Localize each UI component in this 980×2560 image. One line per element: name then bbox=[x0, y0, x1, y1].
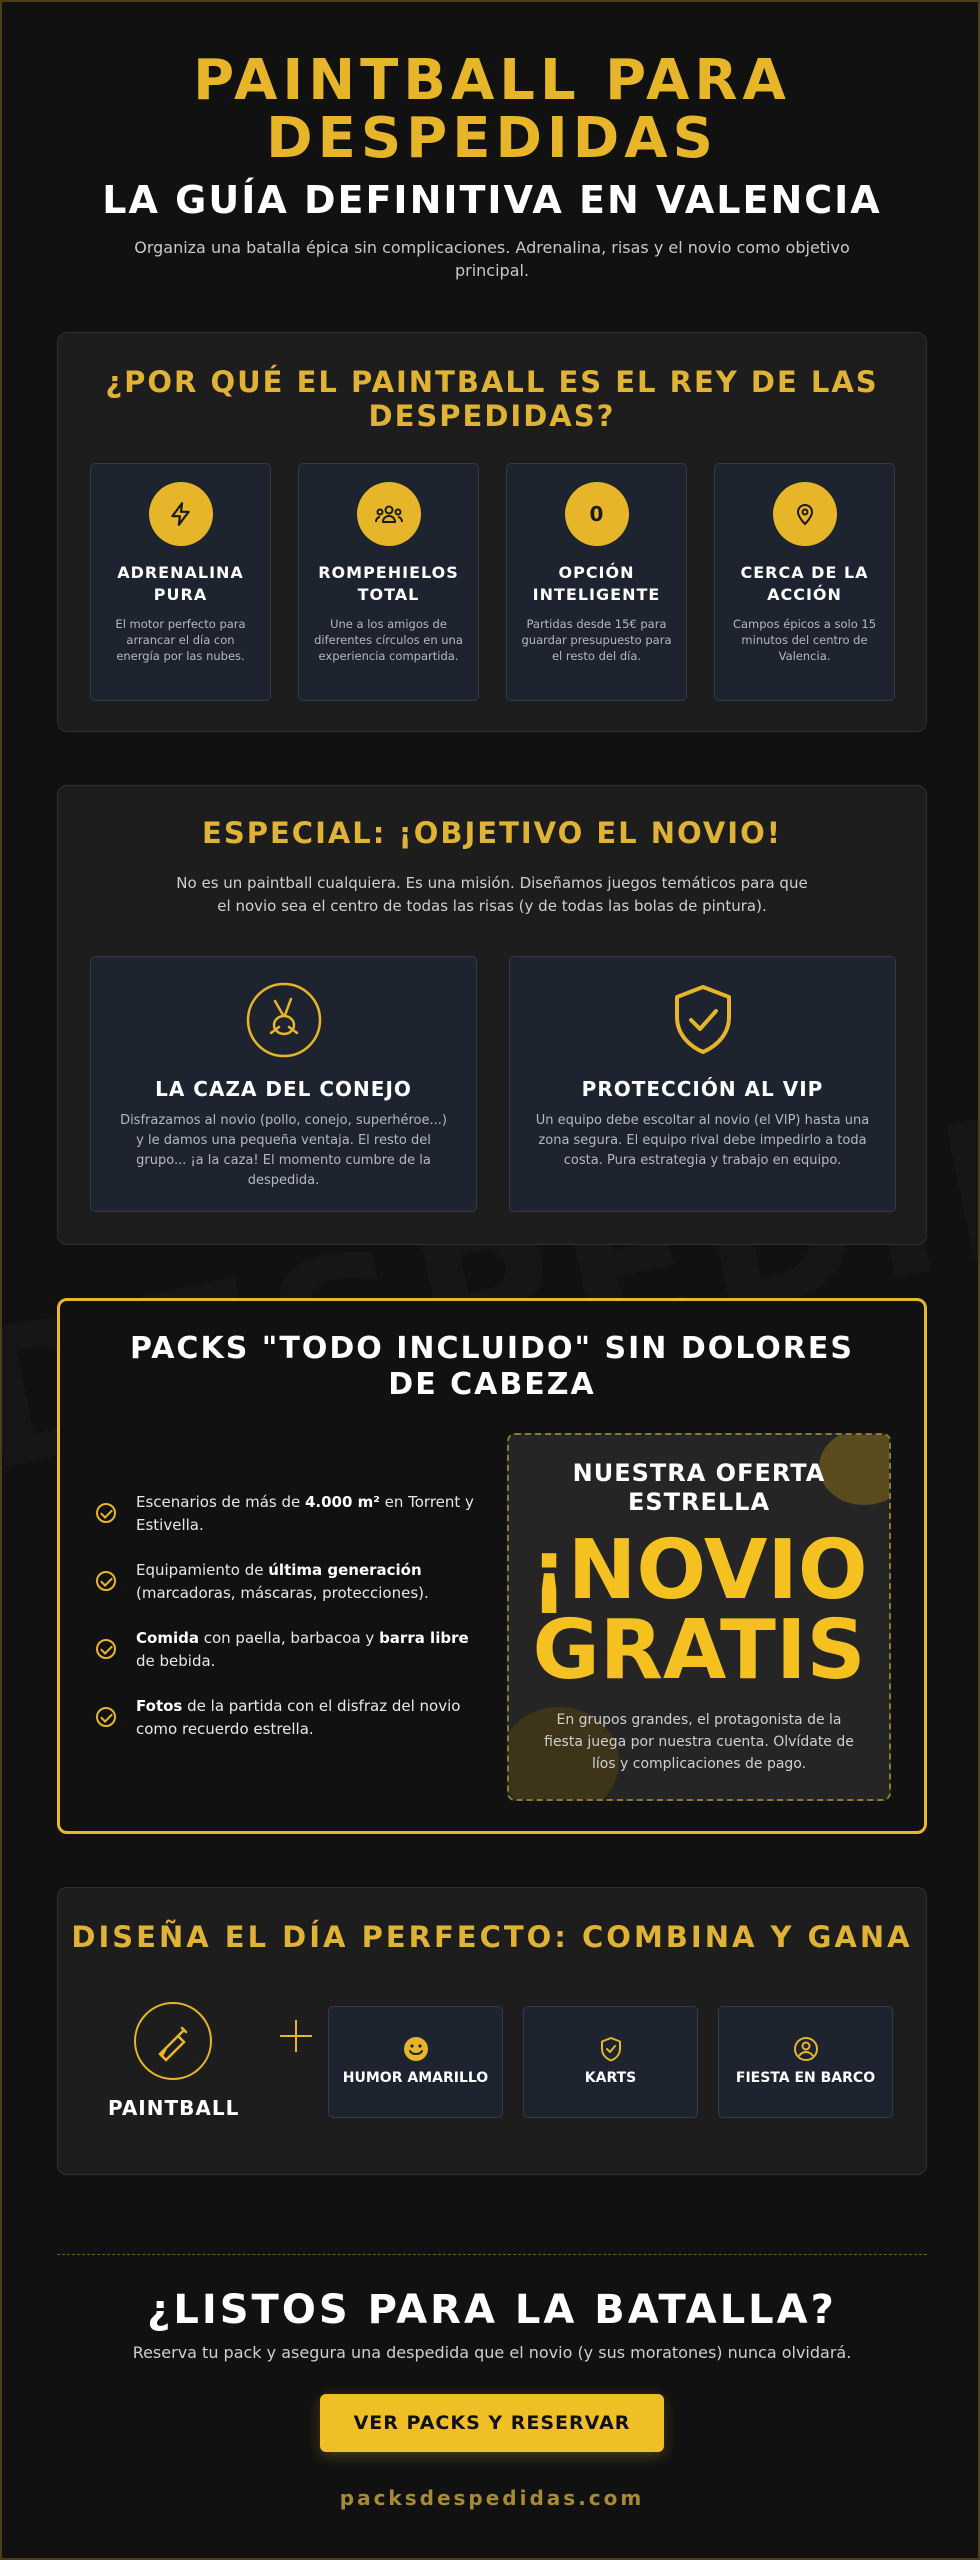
shield-check-icon bbox=[598, 2036, 624, 2062]
mission-card bbox=[90, 956, 477, 1212]
combo-section bbox=[57, 1887, 927, 2175]
mission-text: Disfrazamos al novio (pollo, conejo, superhéroe...) y le damos una pequeña ventaja. El resto del grupo... ¡a la caza! El momento cumbre de la despedida. bbox=[120, 1113, 447, 1188]
list-item: Fotos de la partida con el disfraz del novio como recuerdo estrella. bbox=[96, 1695, 486, 1741]
novio-title: ESPECIAL: ¡OBJETIVO EL NOVIO! bbox=[202, 816, 782, 850]
rabbit-target-icon bbox=[245, 981, 323, 1059]
mission-card bbox=[509, 956, 896, 1212]
feature-text: Une a los amigos de diferentes círculos en una experiencia compartida. bbox=[314, 617, 463, 663]
packs-title: PACKS "TODO INCLUIDO" SIN DOLORES DE CABEZA bbox=[129, 1331, 855, 1402]
why-title: ¿POR QUÉ EL PAINTBALL ES EL REY DE LAS DESPEDIDAS? bbox=[105, 365, 879, 433]
reserve-button[interactable]: VER PACKS Y RESERVAR bbox=[320, 2394, 664, 2452]
check-circle-icon bbox=[96, 1639, 116, 1659]
why-section bbox=[57, 332, 927, 732]
site-url[interactable]: packsdespedidas.com bbox=[339, 2486, 645, 2510]
check-circle-icon bbox=[96, 1571, 116, 1591]
feature-card bbox=[90, 463, 271, 701]
pack-list bbox=[96, 1491, 486, 1763]
hero-subtitle: LA GUÍA DEFINITIVA EN VALENCIA bbox=[102, 178, 882, 222]
feature-text: Campos épicos a solo 15 minutos del centro de Valencia. bbox=[732, 617, 877, 663]
lightning-icon bbox=[149, 482, 213, 546]
combo-title: DISEÑA EL DÍA PERFECTO: COMBINA Y GANA bbox=[71, 1920, 913, 1954]
combo-main-activity bbox=[108, 2002, 238, 2120]
feature-title: CERCA DE LA ACCIÓN bbox=[740, 563, 869, 604]
feature-card bbox=[506, 463, 687, 701]
offer-title: NUESTRA OFERTA ESTRELLA bbox=[572, 1459, 826, 1516]
list-item: Comida con paella, barbacoa y barra libre de bebida. bbox=[96, 1627, 486, 1673]
mission-title: PROTECCIÓN AL VIP bbox=[581, 1077, 824, 1101]
addon-humor-amarillo[interactable] bbox=[328, 2006, 503, 2118]
paintball-marker-icon bbox=[134, 2002, 212, 2080]
offer-headline: ¡NOVIO GRATIS bbox=[530, 1523, 868, 1698]
user-circle-icon bbox=[793, 2036, 819, 2062]
shield-check-icon bbox=[664, 981, 742, 1059]
smiley-icon bbox=[403, 2036, 429, 2062]
addon-karts[interactable] bbox=[523, 2006, 698, 2118]
offer-text: En grupos grandes, el protagonista de la fiesta juega por nuestra cuenta. Olvídate de líos y complicaciones de pago. bbox=[544, 1712, 854, 1772]
addon-label: HUMOR AMARILLO bbox=[342, 2070, 489, 2086]
location-pin-icon bbox=[773, 482, 837, 546]
list-item: Equipamiento de última generación (marcadoras, máscaras, protecciones). bbox=[96, 1559, 486, 1605]
cta-description: Reserva tu pack y asegura una despedida que el novio (y sus moratones) nunca olvidará. bbox=[132, 2343, 852, 2362]
star-offer-card bbox=[507, 1433, 891, 1801]
feature-row bbox=[90, 463, 896, 703]
addon-fiesta-en-barco[interactable] bbox=[718, 2006, 893, 2118]
check-circle-icon bbox=[96, 1503, 116, 1523]
packs-section bbox=[57, 1298, 927, 1834]
cta-section bbox=[2, 2287, 980, 2510]
section-divider bbox=[57, 2254, 927, 2255]
addon-label: KARTS bbox=[584, 2070, 637, 2086]
feature-title: ROMPEHIELOS TOTAL bbox=[318, 563, 459, 604]
mission-text: Un equipo debe escoltar al novio (el VIP) hasta una zona segura. El equipo rival debe impedirlo a toda costa. Pura estrategia y trabajo en equipo. bbox=[535, 1113, 870, 1168]
list-item: Escenarios de más de 4.000 m² en Torrent y Estivella. bbox=[96, 1491, 486, 1537]
coin-icon: 0 bbox=[565, 482, 629, 546]
feature-card bbox=[298, 463, 479, 701]
feature-title: OPCIÓN INTELIGENTE bbox=[532, 563, 661, 604]
combo-main-label: PAINTBALL bbox=[108, 2096, 240, 2120]
feature-title: ADRENALINA PURA bbox=[117, 563, 244, 604]
feature-card bbox=[714, 463, 895, 701]
mission-title: LA CAZA DEL CONEJO bbox=[155, 1077, 412, 1101]
hero bbox=[2, 48, 980, 282]
group-icon bbox=[357, 482, 421, 546]
feature-text: Partidas desde 15€ para guardar presupuesto para el resto del día. bbox=[521, 617, 672, 663]
hero-description: Organiza una batalla épica sin complicaciones. Adrenalina, risas y el novio como objetivo principal. bbox=[134, 238, 850, 280]
check-circle-icon bbox=[96, 1707, 116, 1727]
feature-text: El motor perfecto para arrancar el día con energía por las nubes. bbox=[115, 617, 246, 663]
addon-label: FIESTA EN BARCO bbox=[735, 2070, 876, 2086]
novio-section bbox=[57, 785, 927, 1245]
novio-description: No es un paintball cualquiera. Es una misión. Diseñamos juegos temáticos para que el novio sea el centro de todas las risas (y de todas las bolas de pintura). bbox=[176, 874, 808, 915]
hero-title: PAINTBALL PARA DESPEDIDAS bbox=[193, 48, 791, 171]
cta-title: ¿LISTOS PARA LA BATALLA? bbox=[147, 2287, 837, 2333]
plus-icon bbox=[276, 2016, 316, 2056]
